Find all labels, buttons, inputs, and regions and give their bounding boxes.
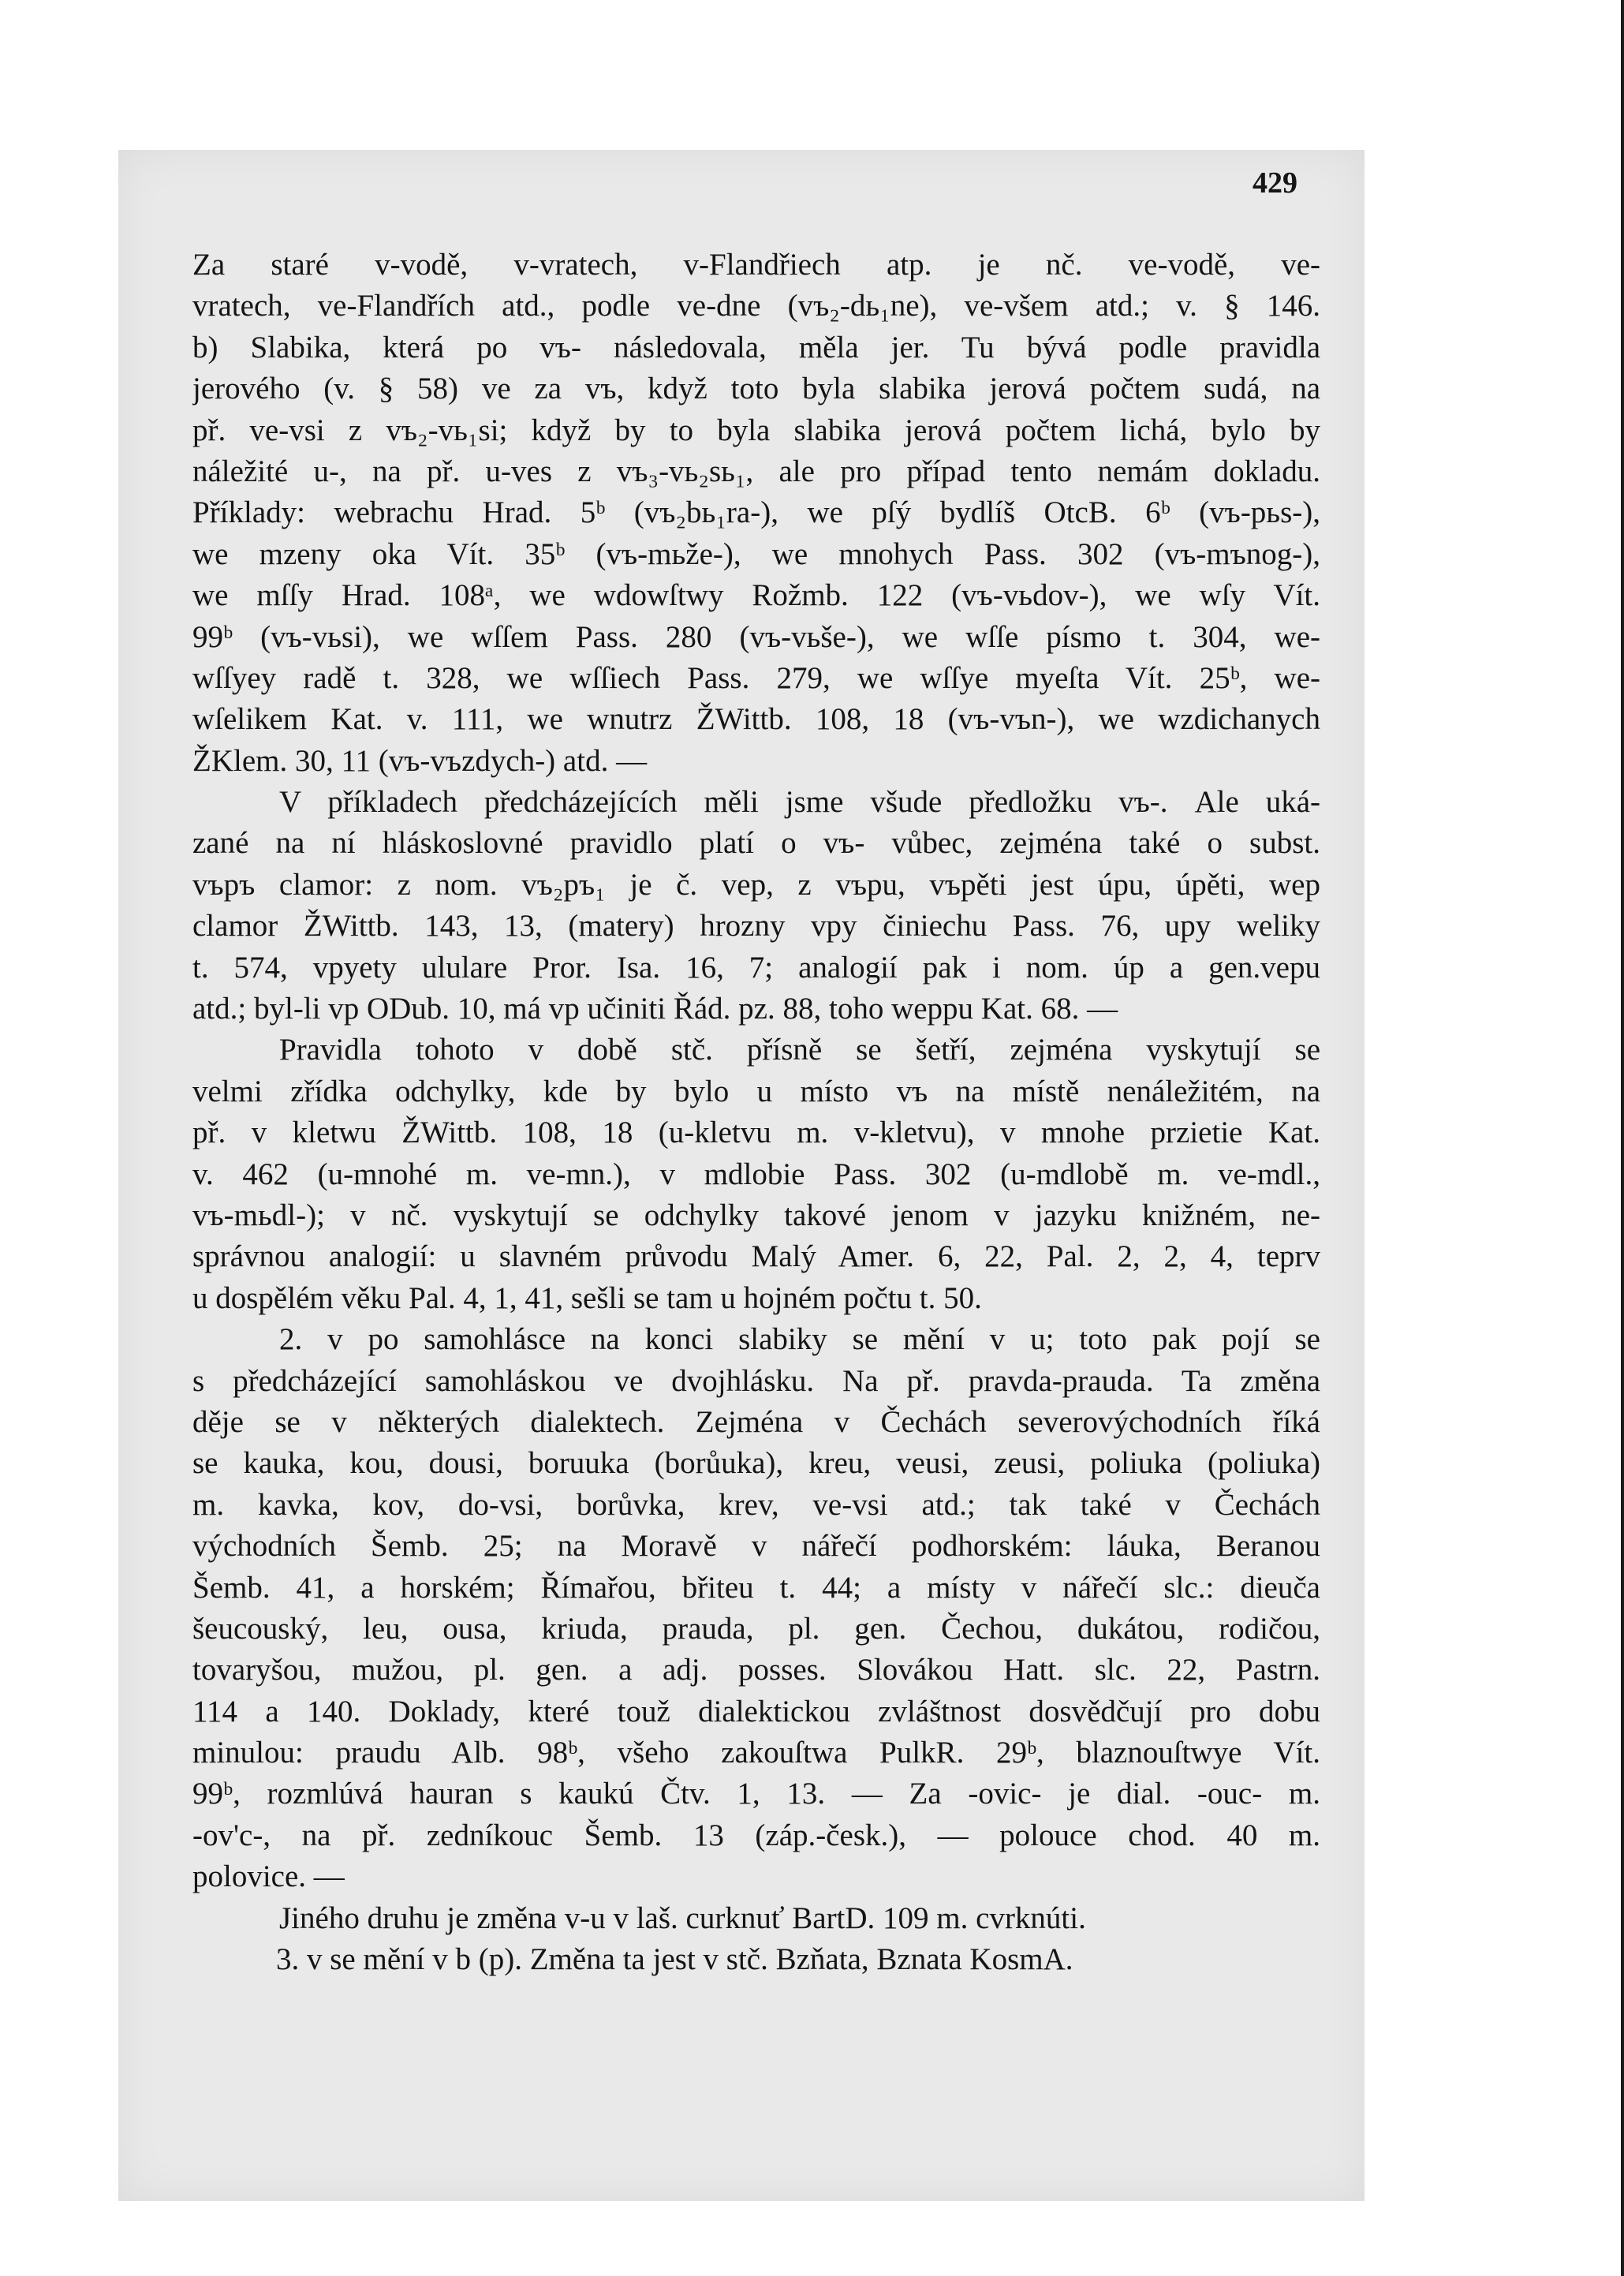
- text-line: tovaryšou, mužou, pl. gen. a adj. posses. Slovákou Hatt. slc. 22, Pastrn.: [192, 1653, 1320, 1687]
- text-line: v. 462 (u-mnohé m. ve-mn.), v mdlobie Pass. 302 (u-mdlobě m. ve-mdl.,: [192, 1157, 1320, 1191]
- text-line: 2. v po samohlásce na konci slabiky se mění v u; toto pak pojí se: [279, 1322, 1320, 1357]
- text-line: Jiného druhu je změna v-u v laš. curknuť BartD. 109 m. cvrknúti.: [279, 1900, 1086, 1935]
- text-line: ŽKlem. 30, 11 (vъ-vъzdych-) atd. —: [192, 743, 648, 778]
- text-line: u dospělém věku Pal. 4, 1, 41, sešli se tam u hojném počtu t. 50.: [192, 1280, 982, 1315]
- text-line: vъpъ clamor: z nom. vъ₂pъ₁ je č. vep, z vъpu, vъpěti jest úpu, úpěti, wep: [192, 867, 1320, 902]
- text-line: 99ᵇ (vъ-vьsi), we wſſem Pass. 280 (vъ-vьše-), we wſſe písmo t. 304, we-: [192, 619, 1320, 654]
- text-line: správnou analogií: u slavném průvodu Malý Amer. 6, 22, Pal. 2, 2, 4, teprv: [192, 1239, 1320, 1274]
- text-line: polovice. —: [192, 1859, 345, 1894]
- text-line: vratech, ve-Flandřích atd., podle ve-dne (vъ₂-dь₁ne), ve-všem atd.; v. § 146.: [192, 289, 1320, 323]
- text-line: zané na ní hláskoslovné pravidlo platí o vъ- vůbec, zejména také o subst.: [192, 826, 1320, 861]
- text-line: we mzeny oka Vít. 35ᵇ (vъ-mьže-), we mnohych Pass. 302 (vъ-mъnog-),: [192, 536, 1320, 571]
- text-line: 114 a 140. Doklady, které touž dialektickou zvláštnost dosvědčují pro dobu: [192, 1694, 1320, 1728]
- text-line: př. v kletwu ŽWittb. 108, 18 (u-kletvu m. v-kletvu), v mnohe przietie Kat.: [192, 1116, 1320, 1150]
- text-line: velmi zřídka odchylky, kde by bylo u místo vъ na místě nenáležitém, na: [192, 1074, 1320, 1108]
- text-block: [192, 245, 1320, 1980]
- text-line: 3. v se mění v b (p). Změna ta jest v stč. Bzňata, Bznata KosmA.: [276, 1942, 1073, 1977]
- text-line: m. kavka, kov, do-vsi, borůvka, krev, ve-vsi atd.; tak také v Čechách: [192, 1487, 1320, 1522]
- text-line: b) Slabika, která po vъ- následovala, měla jer. Tu bývá podle pravidla: [192, 330, 1320, 364]
- text-line: děje se v některých dialektech. Zejména v Čechách severovýchodních říká: [192, 1404, 1320, 1439]
- text-line: se kauka, kou, dousi, boruuka (borůuka), kreu, veusi, zeusi, poliuka (poliuka): [192, 1446, 1320, 1481]
- text-line: jerového (v. § 58) ve za vъ, když toto byla slabika jerová počtem sudá, na: [192, 372, 1320, 406]
- text-line: -ov'c-, na př. zedníkouc Šemb. 13 (záp.-česk.), — polouce chod. 40 m.: [192, 1818, 1320, 1852]
- text-line: východních Šemb. 25; na Moravě v nářečí podhorském: láuka, Beranou: [192, 1529, 1320, 1564]
- text-line: s předcházející samohláskou ve dvojhlásku. Na př. pravda-prauda. Ta změna: [192, 1363, 1320, 1398]
- text-line: vъ-mьdl-); v nč. vyskytují se odchylky takové jenom v jazyku knižném, ne-: [192, 1198, 1320, 1232]
- text-line: šeucouský, leu, ousa, kriuda, prauda, pl. gen. Čechou, dukátou, rodičou,: [192, 1611, 1320, 1646]
- text-line: wſſyey radě t. 328, we wſſiech Pass. 279, we wſſye myeſta Vít. 25ᵇ, we-: [192, 660, 1320, 695]
- page-number: 429: [1253, 166, 1297, 200]
- text-line: clamor ŽWittb. 143, 13, (matery) hrozny vpy činiechu Pass. 76, upy weliky: [192, 909, 1320, 944]
- text-line: př. ve-vsi z vъ₂-vь₁si; když by to byla slabika jerová počtem lichá, bylo by: [192, 413, 1320, 447]
- text-line: wſelikem Kat. v. 111, we wnutrz ŽWittb. 108, 18 (vъ-vъn-), we wzdichanych: [192, 702, 1320, 737]
- text-line: minulou: praudu Alb. 98ᵇ, všeho zakouſtwa PulkR. 29ᵇ, blaznouſtwye Vít.: [192, 1736, 1320, 1770]
- text-line: t. 574, vpyety ululare Pror. Isa. 16, 7; analogií pak i nom. úp a gen.vepu: [192, 950, 1320, 985]
- text-line: Šemb. 41, a horském; Římařou, břiteu t. 44; a místy v nářečí slc.: dieuča: [192, 1570, 1320, 1605]
- text-line: atd.; byl-li vp ODub. 10, má vp učiniti Řád. pz. 88, toho weppu Kat. 68. —: [192, 992, 1118, 1026]
- text-line: 99ᵇ, rozmlúvá hauran s kaukú Čtv. 1, 13. — Za -ovic- je dial. -ouc- m.: [192, 1777, 1320, 1811]
- text-line: Pravidla tohoto v době stč. přísně se šetří, zejména vyskytují se: [279, 1033, 1320, 1067]
- text-line: we mſſy Hrad. 108ᵃ, we wdowſtwy Rožmb. 122 (vъ-vьdov-), we wſy Vít.: [192, 578, 1320, 613]
- text-line: náležité u-, na př. u-ves z vъ₃-vь₂sь₁, ale pro případ tento nemám dokladu.: [192, 454, 1320, 488]
- text-line: V příkladech předcházejících měli jsme všude předložku vъ-. Ale uká-: [279, 785, 1320, 820]
- text-line: Příklady: webrachu Hrad. 5ᵇ (vъ₂bь₁ra-), we pſý bydlíš OtcB. 6ᵇ (vъ-pьs-),: [192, 495, 1320, 530]
- text-line: Za staré v-vodě, v-vratech, v-Flandřiech atp. je nč. ve-vodě, ve-: [192, 248, 1320, 282]
